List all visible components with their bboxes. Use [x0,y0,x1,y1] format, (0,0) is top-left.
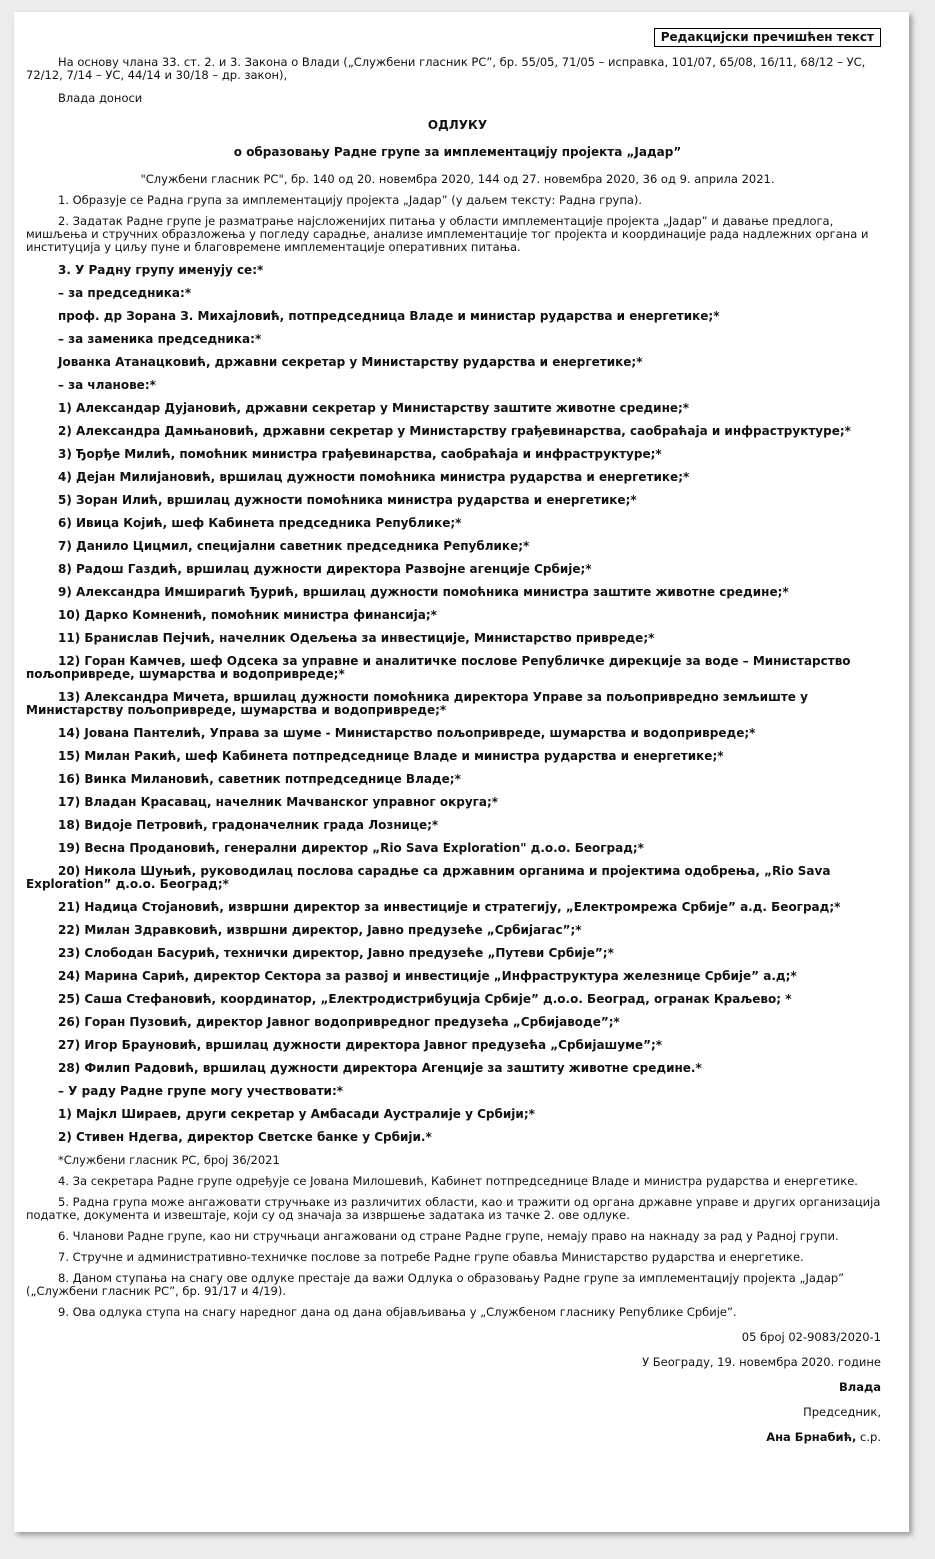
member-item: 6) Ивица Којић, шеф Кабинета председника Републике;* [58,516,462,530]
reference-number: 05 број 02-9083/2020-1 [741,1330,881,1344]
member-item: 14) Јована Пантелић, Управа за шуме - Министарство пољопривреде, шумарства и водопривреде;* [58,726,756,740]
government-adopts: Влада доноси [58,91,143,105]
member-item: 24) Марина Сарић, директор Сектора за развој и инвестиције „Инфраструктура железнице Србије” а.д;* [58,969,797,983]
member-item: 9) Александра Имширагић Ђурић, вршилац дужности помоћника министра заштите животне средине;* [58,585,789,599]
deputy: Јованка Атанацковић, државни секретар у Министарству рударства и енергетике;* [58,355,643,369]
member-item: 17) Владан Красавац, начелник Мачванског управног округа;* [58,795,499,809]
gazette-reference: "Службени гласник РС", бр. 140 од 20. новембра 2020, 144 од 27. новембра 2020, 36 од 9. априла 2021. [140,172,775,186]
member-item: 8) Радош Газдић, вршилац дужности директора Развојне агенције Србије;* [58,562,592,576]
member-item: 22) Милан Здравковић, извршни директор, Јавно предузеће „Србијагас”;* [58,923,582,937]
article-9: 9. Ова одлука ступа на снагу наредног дана од дана објављивања у „Службеном гласнику Републике Србије”. [58,1305,737,1319]
member-item: 16) Винка Милановић, саветник потпредседнице Владе;* [58,772,461,786]
member-item: 25) Саша Стефановић, координатор, „Електродистрибуција Србије” д.о.о. Београд, огранак Краљево; * [58,992,792,1006]
member-item: 21) Надица Стојановић, извршни директор за инвестиције и стратегију, „Електромрежа Србије” а.д. Београд;* [58,900,841,914]
member-item: 27) Игор Брауновић, вршилац дужности директора Јавног предузећа „Србијашуме”;* [58,1038,663,1052]
member-item: 4) Дејан Милијановић, вршилац дужности помоћника министра рударства и енергетике;* [58,470,690,484]
member-item: 1) Александар Дујановић, државни секретар у Министарству заштите животне средине;* [58,401,690,415]
member-item: 23) Слободан Басурић, технички директор, Јавно предузеће „Путеви Србије”;* [58,946,614,960]
president-label: – за председника:* [58,286,192,300]
preamble: На основу члана 33. ст. 2. и 3. Закона о Влади („Службени гласник РС”, бр. 55/05, 71/05 – исправка, 101/07, 65/08, 16/11, 68/12 – УС, 72/12, 7/14 – УС, 44/14 и 30/18 – др. закон), [26,55,866,82]
president: проф. др Зорана З. Михајловић, потпредседница Владе и министар рударства и енергетике;* [58,309,720,323]
article-5: 5. Радна група може ангажовати стручњаке из различитих области, као и тражити од органа државне управе и других организација податке, документа и извештаје, који су од значаја за извршење задатака из тачке 2. ове одлуке. [26,1195,881,1222]
article-8: 8. Даном ступања на снагу ове одлуке престаје да важи Одлука о образовању Радне групе за имплементацију пројекта „Јадар” („Службени гласник РС”, бр. 91/17 и 4/19). [26,1271,845,1298]
member-item: 28) Филип Радовић, вршилац дужности директора Агенције за заштиту животне средине.* [58,1061,702,1075]
signatory-role: Председник, [803,1405,881,1419]
article-3: 3. У Радну групу именују се:* [58,263,264,277]
signatory [26,1431,881,1444]
member-item: 2) Александра Дамњановић, државни секретар у Министарству грађевинарства, саобраћаја и инфраструктуре;* [58,424,851,438]
document-title: ОДЛУКУ [427,118,488,132]
member-item: 5) Зоран Илић, вршилац дужности помоћника министра рударства и енергетике;* [58,493,637,507]
participant-item: 1) Мајкл Шираев, други секретар у Амбасади Аустралије у Србији;* [58,1107,535,1121]
member-item: 15) Милан Ракић, шеф Кабинета потпредседнице Владе и министра рударства и енергетике;* [58,749,724,763]
article-1: 1. Образује се Радна група за имплементацију пројекта „Јадар” (у даљем тексту: Радна група). [58,193,643,207]
members-label: – за чланове:* [58,378,156,392]
document-page [14,12,909,1532]
badge-row [26,26,889,50]
document-subtitle: о образовању Радне групе за имплементацију пројекта „Јадар” [233,145,682,159]
member-item: 7) Данило Цицмил, специјални саветник председника Републике;* [58,539,530,553]
signatory-body: Влада [839,1380,881,1394]
participants-label: – У раду Радне групе могу учествовати:* [58,1084,344,1098]
member-item: 12) Горан Камчев, шеф Одсека за управне и аналитичке послове Републичке дирекције за воде – Министарство пољопривреде, шумарства и водопривреде;* [26,654,851,681]
member-item: 3) Ђорђе Милић, помоћник министра грађевинарства, саобраћаја и инфраструктуре;* [58,447,662,461]
member-item: 20) Никола Шуњић, руководилац послова сарадње са државним органима и пројектима одобрења, „Rio Sava Exploration” д.о.о. Београд;* [26,864,831,891]
member-item: 10) Дарко Комненић, помоћник министра финансија;* [58,608,437,622]
article-2: 2. Задатак Радне групе је разматрање најсложенијих питања у области имплементације пројекта „Јадар” и давање предлога, мишљења и стручних образложења у погледу сарадње, анализе имплементације тог пројекта и координације рада надлежних органа и институција у циљу пуне и благовремене имплементације оперативних питања. [26,214,869,254]
member-item: 18) Видоје Петровић, градоначелник града Лознице;* [58,818,439,832]
signatory-suffix: с.р. [856,1430,881,1444]
redacted-text-badge: Редакцијски пречишћен текст [654,28,881,47]
deputy-label: – за заменика председника:* [58,332,262,346]
member-item: 19) Весна Продановић, генерални директор „Rio Sava Exploration" д.о.о. Београд;* [58,841,644,855]
participant-item: 2) Стивен Ндегва, директор Светске банке у Србији.* [58,1130,432,1144]
footnote: *Службени гласник РС, број 36/2021 [58,1153,280,1167]
article-6: 6. Чланови Радне групе, као ни стручњаци ангажовани од стране Радне групе, немају право на накнаду за рад у Радној групи. [58,1229,839,1243]
article-4: 4. За секретара Радне групе одређује се Јована Милошевић, Кабинет потпредседнице Владе и министра рударства и енергетике. [58,1174,858,1188]
member-item: 26) Горан Пузовић, директор Јавног водопривредног предузећа „Србијаводе”;* [58,1015,620,1029]
signatory-name: Ана Брнабић, [766,1430,857,1444]
place-and-date: У Београду, 19. новембра 2020. године [642,1355,881,1369]
member-item: 13) Александра Мичета, вршилац дужности помоћника директора Управе за пољопривредно земљиште у Министарству пољопривреде, шумарства и водопривреде;* [26,690,808,717]
article-7: 7. Стручне и административно-техничке послове за потребе Радне групе обавља Министарство рударства и енергетике. [58,1250,804,1264]
member-item: 11) Бранислав Пејчић, начелник Одељења за инвестиције, Министарство привреде;* [58,631,655,645]
